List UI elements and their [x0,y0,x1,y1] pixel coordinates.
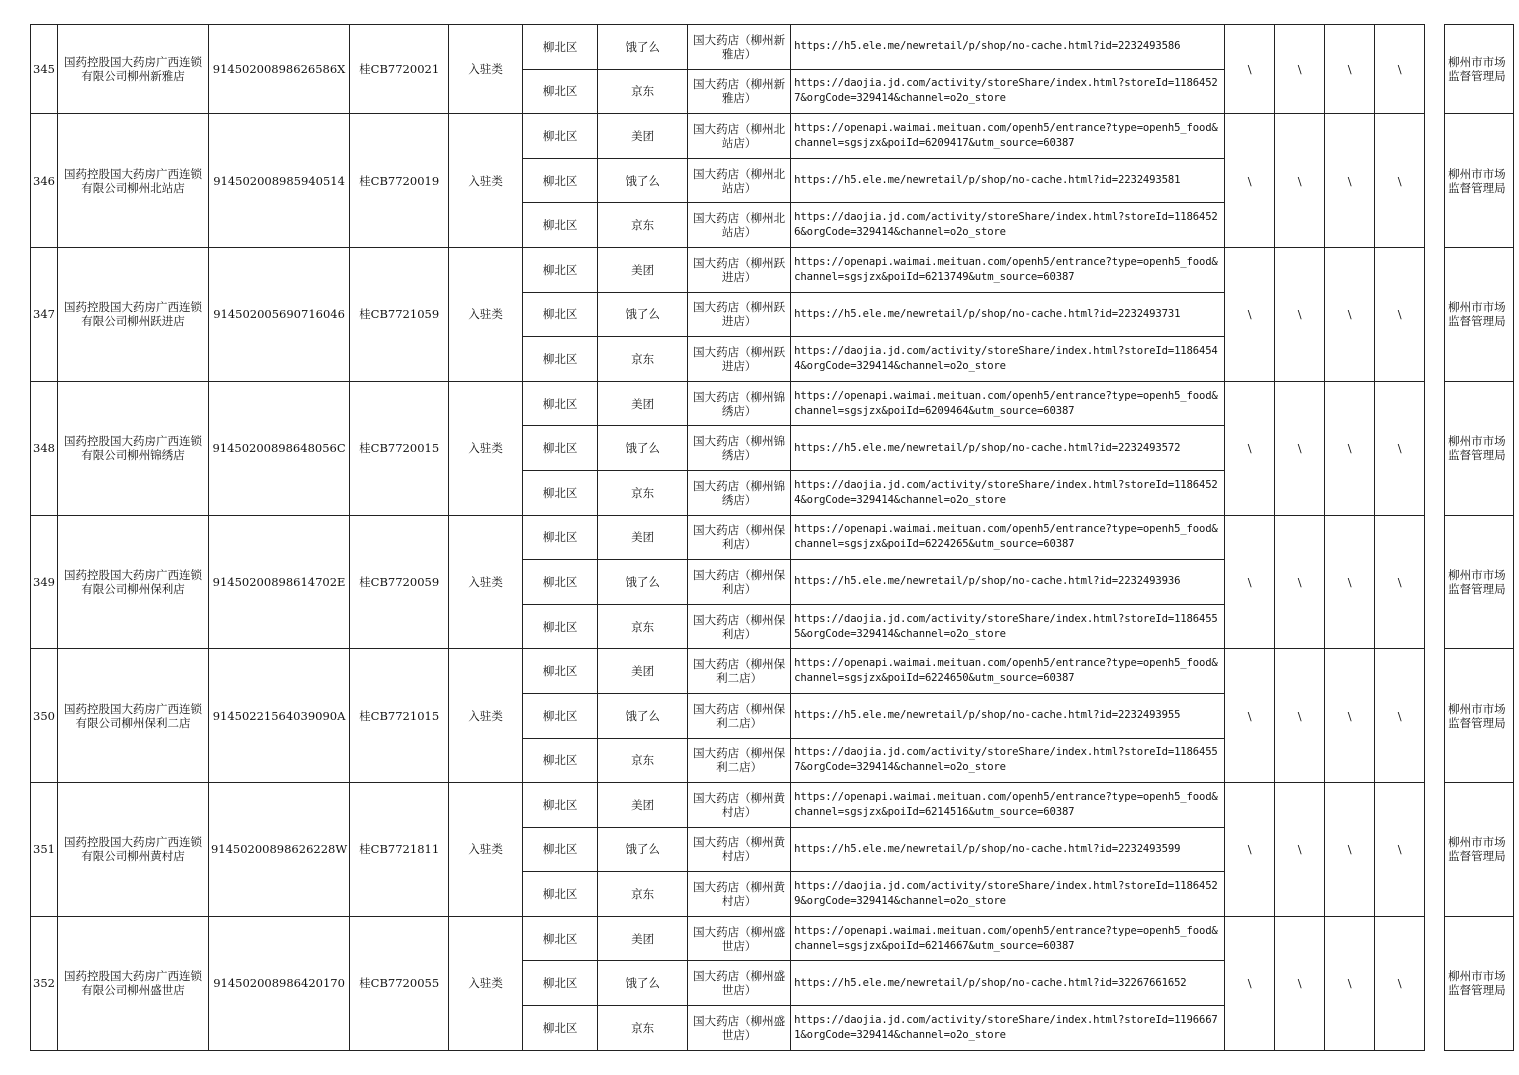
seq-cell: 346 [31,114,58,248]
store-name-cell: 国大药店（柳州盛世店） [688,1006,791,1051]
spacer-cell [1425,515,1445,649]
category-cell: 入驻类 [449,247,523,381]
spacer-cell [1425,381,1445,515]
district-cell: 柳北区 [523,961,598,1006]
category-cell: 入驻类 [449,114,523,248]
spacer-cell [1425,25,1445,114]
flag-cell-1: \ [1225,25,1275,114]
table-row [31,515,1514,560]
district-cell: 柳北区 [523,783,598,828]
store-name-cell: 国大药店（柳州锦绣店） [688,470,791,515]
flag-cell-3: \ [1325,114,1375,248]
district-cell: 柳北区 [523,426,598,471]
store-url-cell: https://h5.ele.me/newretail/p/shop/no-cache.html?id=2232493599 [791,827,1225,872]
platform-cell: 京东 [598,69,688,114]
authority-cell: 柳州市市场监督管理局 [1445,649,1514,783]
flag-cell-1: \ [1225,916,1275,1050]
credit-code-cell: 914502005690716046 [208,247,349,381]
category-cell: 入驻类 [449,783,523,917]
store-url-cell: https://daojia.jd.com/activity/storeShare/index.html?storeId=11864527&orgCode=329414&channel=o2o_store [791,69,1225,114]
store-url-cell: https://daojia.jd.com/activity/storeShare/index.html?storeId=11864555&orgCode=329414&channel=o2o_store [791,604,1225,649]
platform-cell: 京东 [598,604,688,649]
store-url-cell: https://openapi.waimai.meituan.com/openh5/entrance?type=openh5_food&channel=sgsjzx&poiId=6224265&utm_source=60387 [791,515,1225,560]
store-url-cell: https://daojia.jd.com/activity/storeShare/index.html?storeId=11864557&orgCode=329414&channel=o2o_store [791,738,1225,783]
category-cell: 入驻类 [449,25,523,114]
company-name-cell: 国药控股国大药房广西连锁有限公司柳州北站店 [57,114,208,248]
district-cell: 柳北区 [523,158,598,203]
company-name-cell: 国药控股国大药房广西连锁有限公司柳州保利店 [57,515,208,649]
platform-cell: 京东 [598,738,688,783]
store-url-cell: https://openapi.waimai.meituan.com/openh5/entrance?type=openh5_food&channel=sgsjzx&poiId=6224650&utm_source=60387 [791,649,1225,694]
authority-cell: 柳州市市场监督管理局 [1445,515,1514,649]
store-url-cell: https://daojia.jd.com/activity/storeShare/index.html?storeId=11864526&orgCode=329414&channel=o2o_store [791,203,1225,248]
store-name-cell: 国大药店（柳州保利店） [688,560,791,605]
category-cell: 入驻类 [449,381,523,515]
authority-cell: 柳州市市场监督管理局 [1445,114,1514,248]
seq-cell: 349 [31,515,58,649]
district-cell: 柳北区 [523,203,598,248]
flag-cell-3: \ [1325,783,1375,917]
license-number-cell: 桂CB7721059 [350,247,449,381]
license-number-cell: 桂CB7721811 [350,783,449,917]
store-url-cell: https://daojia.jd.com/activity/storeShare/index.html?storeId=11966671&orgCode=329414&channel=o2o_store [791,1006,1225,1051]
platform-cell: 美团 [598,114,688,159]
spacer-cell [1425,114,1445,248]
license-number-cell: 桂CB7720015 [350,381,449,515]
store-name-cell: 国大药店（柳州保利二店） [688,738,791,783]
flag-cell-2: \ [1275,916,1325,1050]
license-number-cell: 桂CB7720021 [350,25,449,114]
platform-cell: 饿了么 [598,158,688,203]
flag-cell-2: \ [1275,381,1325,515]
store-name-cell: 国大药店（柳州保利二店） [688,693,791,738]
platform-cell: 京东 [598,470,688,515]
store-url-cell: https://daojia.jd.com/activity/storeShare/index.html?storeId=11864524&orgCode=329414&channel=o2o_store [791,470,1225,515]
flag-cell-4: \ [1375,783,1425,917]
store-url-cell: https://h5.ele.me/newretail/p/shop/no-cache.html?id=2232493731 [791,292,1225,337]
table-body [31,25,1514,1051]
platform-cell: 饿了么 [598,426,688,471]
license-number-cell: 桂CB7720055 [350,916,449,1050]
platform-cell: 饿了么 [598,961,688,1006]
platform-cell: 饿了么 [598,693,688,738]
flag-cell-4: \ [1375,649,1425,783]
platform-cell: 饿了么 [598,827,688,872]
flag-cell-3: \ [1325,247,1375,381]
credit-code-cell: 91450200898626586X [208,25,349,114]
flag-cell-1: \ [1225,114,1275,248]
store-name-cell: 国大药店（柳州跃进店） [688,247,791,292]
store-url-cell: https://h5.ele.me/newretail/p/shop/no-cache.html?id=2232493955 [791,693,1225,738]
credit-code-cell: 91450200898614702E [208,515,349,649]
platform-cell: 京东 [598,203,688,248]
credit-code-cell: 91450221564039090A [208,649,349,783]
credit-code-cell: 91450200898626228W [208,783,349,917]
flag-cell-2: \ [1275,515,1325,649]
platform-cell: 美团 [598,649,688,694]
district-cell: 柳北区 [523,872,598,917]
flag-cell-2: \ [1275,114,1325,248]
table-row [31,783,1514,828]
platform-cell: 京东 [598,337,688,382]
flag-cell-3: \ [1325,515,1375,649]
store-url-cell: https://openapi.waimai.meituan.com/openh5/entrance?type=openh5_food&channel=sgsjzx&poiId=6213749&utm_source=60387 [791,247,1225,292]
platform-cell: 美团 [598,515,688,560]
district-cell: 柳北区 [523,69,598,114]
store-url-cell: https://h5.ele.me/newretail/p/shop/no-cache.html?id=2232493581 [791,158,1225,203]
district-cell: 柳北区 [523,247,598,292]
district-cell: 柳北区 [523,604,598,649]
store-name-cell: 国大药店（柳州保利店） [688,515,791,560]
flag-cell-2: \ [1275,783,1325,917]
platform-cell: 美团 [598,381,688,426]
table-row [31,25,1514,70]
district-cell: 柳北区 [523,515,598,560]
platform-cell: 京东 [598,872,688,917]
company-name-cell: 国药控股国大药房广西连锁有限公司柳州保利二店 [57,649,208,783]
district-cell: 柳北区 [523,381,598,426]
district-cell: 柳北区 [523,649,598,694]
flag-cell-2: \ [1275,247,1325,381]
district-cell: 柳北区 [523,1006,598,1051]
flag-cell-4: \ [1375,25,1425,114]
store-url-cell: https://h5.ele.me/newretail/p/shop/no-cache.html?id=32267661652 [791,961,1225,1006]
license-number-cell: 桂CB7721015 [350,649,449,783]
flag-cell-1: \ [1225,515,1275,649]
company-name-cell: 国药控股国大药房广西连锁有限公司柳州黄村店 [57,783,208,917]
table-row [31,649,1514,694]
district-cell: 柳北区 [523,560,598,605]
store-name-cell: 国大药店（柳州保利店） [688,604,791,649]
store-name-cell: 国大药店（柳州跃进店） [688,292,791,337]
category-cell: 入驻类 [449,649,523,783]
company-name-cell: 国药控股国大药房广西连锁有限公司柳州跃进店 [57,247,208,381]
store-url-cell: https://h5.ele.me/newretail/p/shop/no-cache.html?id=2232493586 [791,25,1225,70]
store-name-cell: 国大药店（柳州北站店） [688,114,791,159]
platform-cell: 饿了么 [598,560,688,605]
district-cell: 柳北区 [523,25,598,70]
store-name-cell: 国大药店（柳州跃进店） [688,337,791,382]
platform-cell: 美团 [598,247,688,292]
store-name-cell: 国大药店（柳州新雅店） [688,25,791,70]
seq-cell: 347 [31,247,58,381]
credit-code-cell: 91450200898648056C [208,381,349,515]
district-cell: 柳北区 [523,738,598,783]
store-name-cell: 国大药店（柳州黄村店） [688,827,791,872]
seq-cell: 348 [31,381,58,515]
category-cell: 入驻类 [449,916,523,1050]
platform-cell: 美团 [598,783,688,828]
table-row [31,381,1514,426]
flag-cell-1: \ [1225,783,1275,917]
platform-cell: 京东 [598,1006,688,1051]
store-name-cell: 国大药店（柳州盛世店） [688,961,791,1006]
store-name-cell: 国大药店（柳州北站店） [688,203,791,248]
store-name-cell: 国大药店（柳州新雅店） [688,69,791,114]
category-cell: 入驻类 [449,515,523,649]
store-url-cell: https://daojia.jd.com/activity/storeShare/index.html?storeId=11864544&orgCode=329414&channel=o2o_store [791,337,1225,382]
flag-cell-4: \ [1375,381,1425,515]
seq-cell: 352 [31,916,58,1050]
store-url-cell: https://openapi.waimai.meituan.com/openh5/entrance?type=openh5_food&channel=sgsjzx&poiId=6209417&utm_source=60387 [791,114,1225,159]
flag-cell-3: \ [1325,381,1375,515]
store-url-cell: https://openapi.waimai.meituan.com/openh5/entrance?type=openh5_food&channel=sgsjzx&poiId=6214667&utm_source=60387 [791,916,1225,961]
table-row [31,114,1514,159]
license-number-cell: 桂CB7720059 [350,515,449,649]
flag-cell-1: \ [1225,649,1275,783]
company-name-cell: 国药控股国大药房广西连锁有限公司柳州盛世店 [57,916,208,1050]
store-name-cell: 国大药店（柳州北站店） [688,158,791,203]
credit-code-cell: 914502008985940514 [208,114,349,248]
district-cell: 柳北区 [523,916,598,961]
store-name-cell: 国大药店（柳州锦绣店） [688,381,791,426]
district-cell: 柳北区 [523,827,598,872]
flag-cell-1: \ [1225,381,1275,515]
store-url-cell: https://h5.ele.me/newretail/p/shop/no-cache.html?id=2232493936 [791,560,1225,605]
spacer-cell [1425,783,1445,917]
authority-cell: 柳州市市场监督管理局 [1445,381,1514,515]
district-cell: 柳北区 [523,292,598,337]
credit-code-cell: 914502008986420170 [208,916,349,1050]
store-url-cell: https://openapi.waimai.meituan.com/openh5/entrance?type=openh5_food&channel=sgsjzx&poiId=6214516&utm_source=60387 [791,783,1225,828]
seq-cell: 345 [31,25,58,114]
spacer-cell [1425,649,1445,783]
store-name-cell: 国大药店（柳州保利二店） [688,649,791,694]
flag-cell-4: \ [1375,247,1425,381]
flag-cell-2: \ [1275,649,1325,783]
seq-cell: 351 [31,783,58,917]
seq-cell: 350 [31,649,58,783]
district-cell: 柳北区 [523,470,598,515]
flag-cell-4: \ [1375,114,1425,248]
flag-cell-2: \ [1275,25,1325,114]
store-name-cell: 国大药店（柳州锦绣店） [688,426,791,471]
flag-cell-3: \ [1325,916,1375,1050]
flag-cell-4: \ [1375,916,1425,1050]
table-row [31,247,1514,292]
flag-cell-3: \ [1325,649,1375,783]
store-url-cell: https://openapi.waimai.meituan.com/openh5/entrance?type=openh5_food&channel=sgsjzx&poiId=6209464&utm_source=60387 [791,381,1225,426]
authority-cell: 柳州市市场监督管理局 [1445,916,1514,1050]
flag-cell-4: \ [1375,515,1425,649]
district-cell: 柳北区 [523,693,598,738]
district-cell: 柳北区 [523,337,598,382]
store-url-cell: https://daojia.jd.com/activity/storeShare/index.html?storeId=11864529&orgCode=329414&channel=o2o_store [791,872,1225,917]
platform-cell: 饿了么 [598,292,688,337]
company-name-cell: 国药控股国大药房广西连锁有限公司柳州新雅店 [57,25,208,114]
flag-cell-1: \ [1225,247,1275,381]
spacer-cell [1425,247,1445,381]
spacer-cell [1425,916,1445,1050]
platform-cell: 饿了么 [598,25,688,70]
license-number-cell: 桂CB7720019 [350,114,449,248]
store-registry-table [30,24,1514,1051]
flag-cell-3: \ [1325,25,1375,114]
authority-cell: 柳州市市场监督管理局 [1445,783,1514,917]
table-row [31,916,1514,961]
platform-cell: 美团 [598,916,688,961]
store-name-cell: 国大药店（柳州黄村店） [688,872,791,917]
authority-cell: 柳州市市场监督管理局 [1445,25,1514,114]
company-name-cell: 国药控股国大药房广西连锁有限公司柳州锦绣店 [57,381,208,515]
district-cell: 柳北区 [523,114,598,159]
store-name-cell: 国大药店（柳州盛世店） [688,916,791,961]
store-url-cell: https://h5.ele.me/newretail/p/shop/no-cache.html?id=2232493572 [791,426,1225,471]
store-name-cell: 国大药店（柳州黄村店） [688,783,791,828]
authority-cell: 柳州市市场监督管理局 [1445,247,1514,381]
